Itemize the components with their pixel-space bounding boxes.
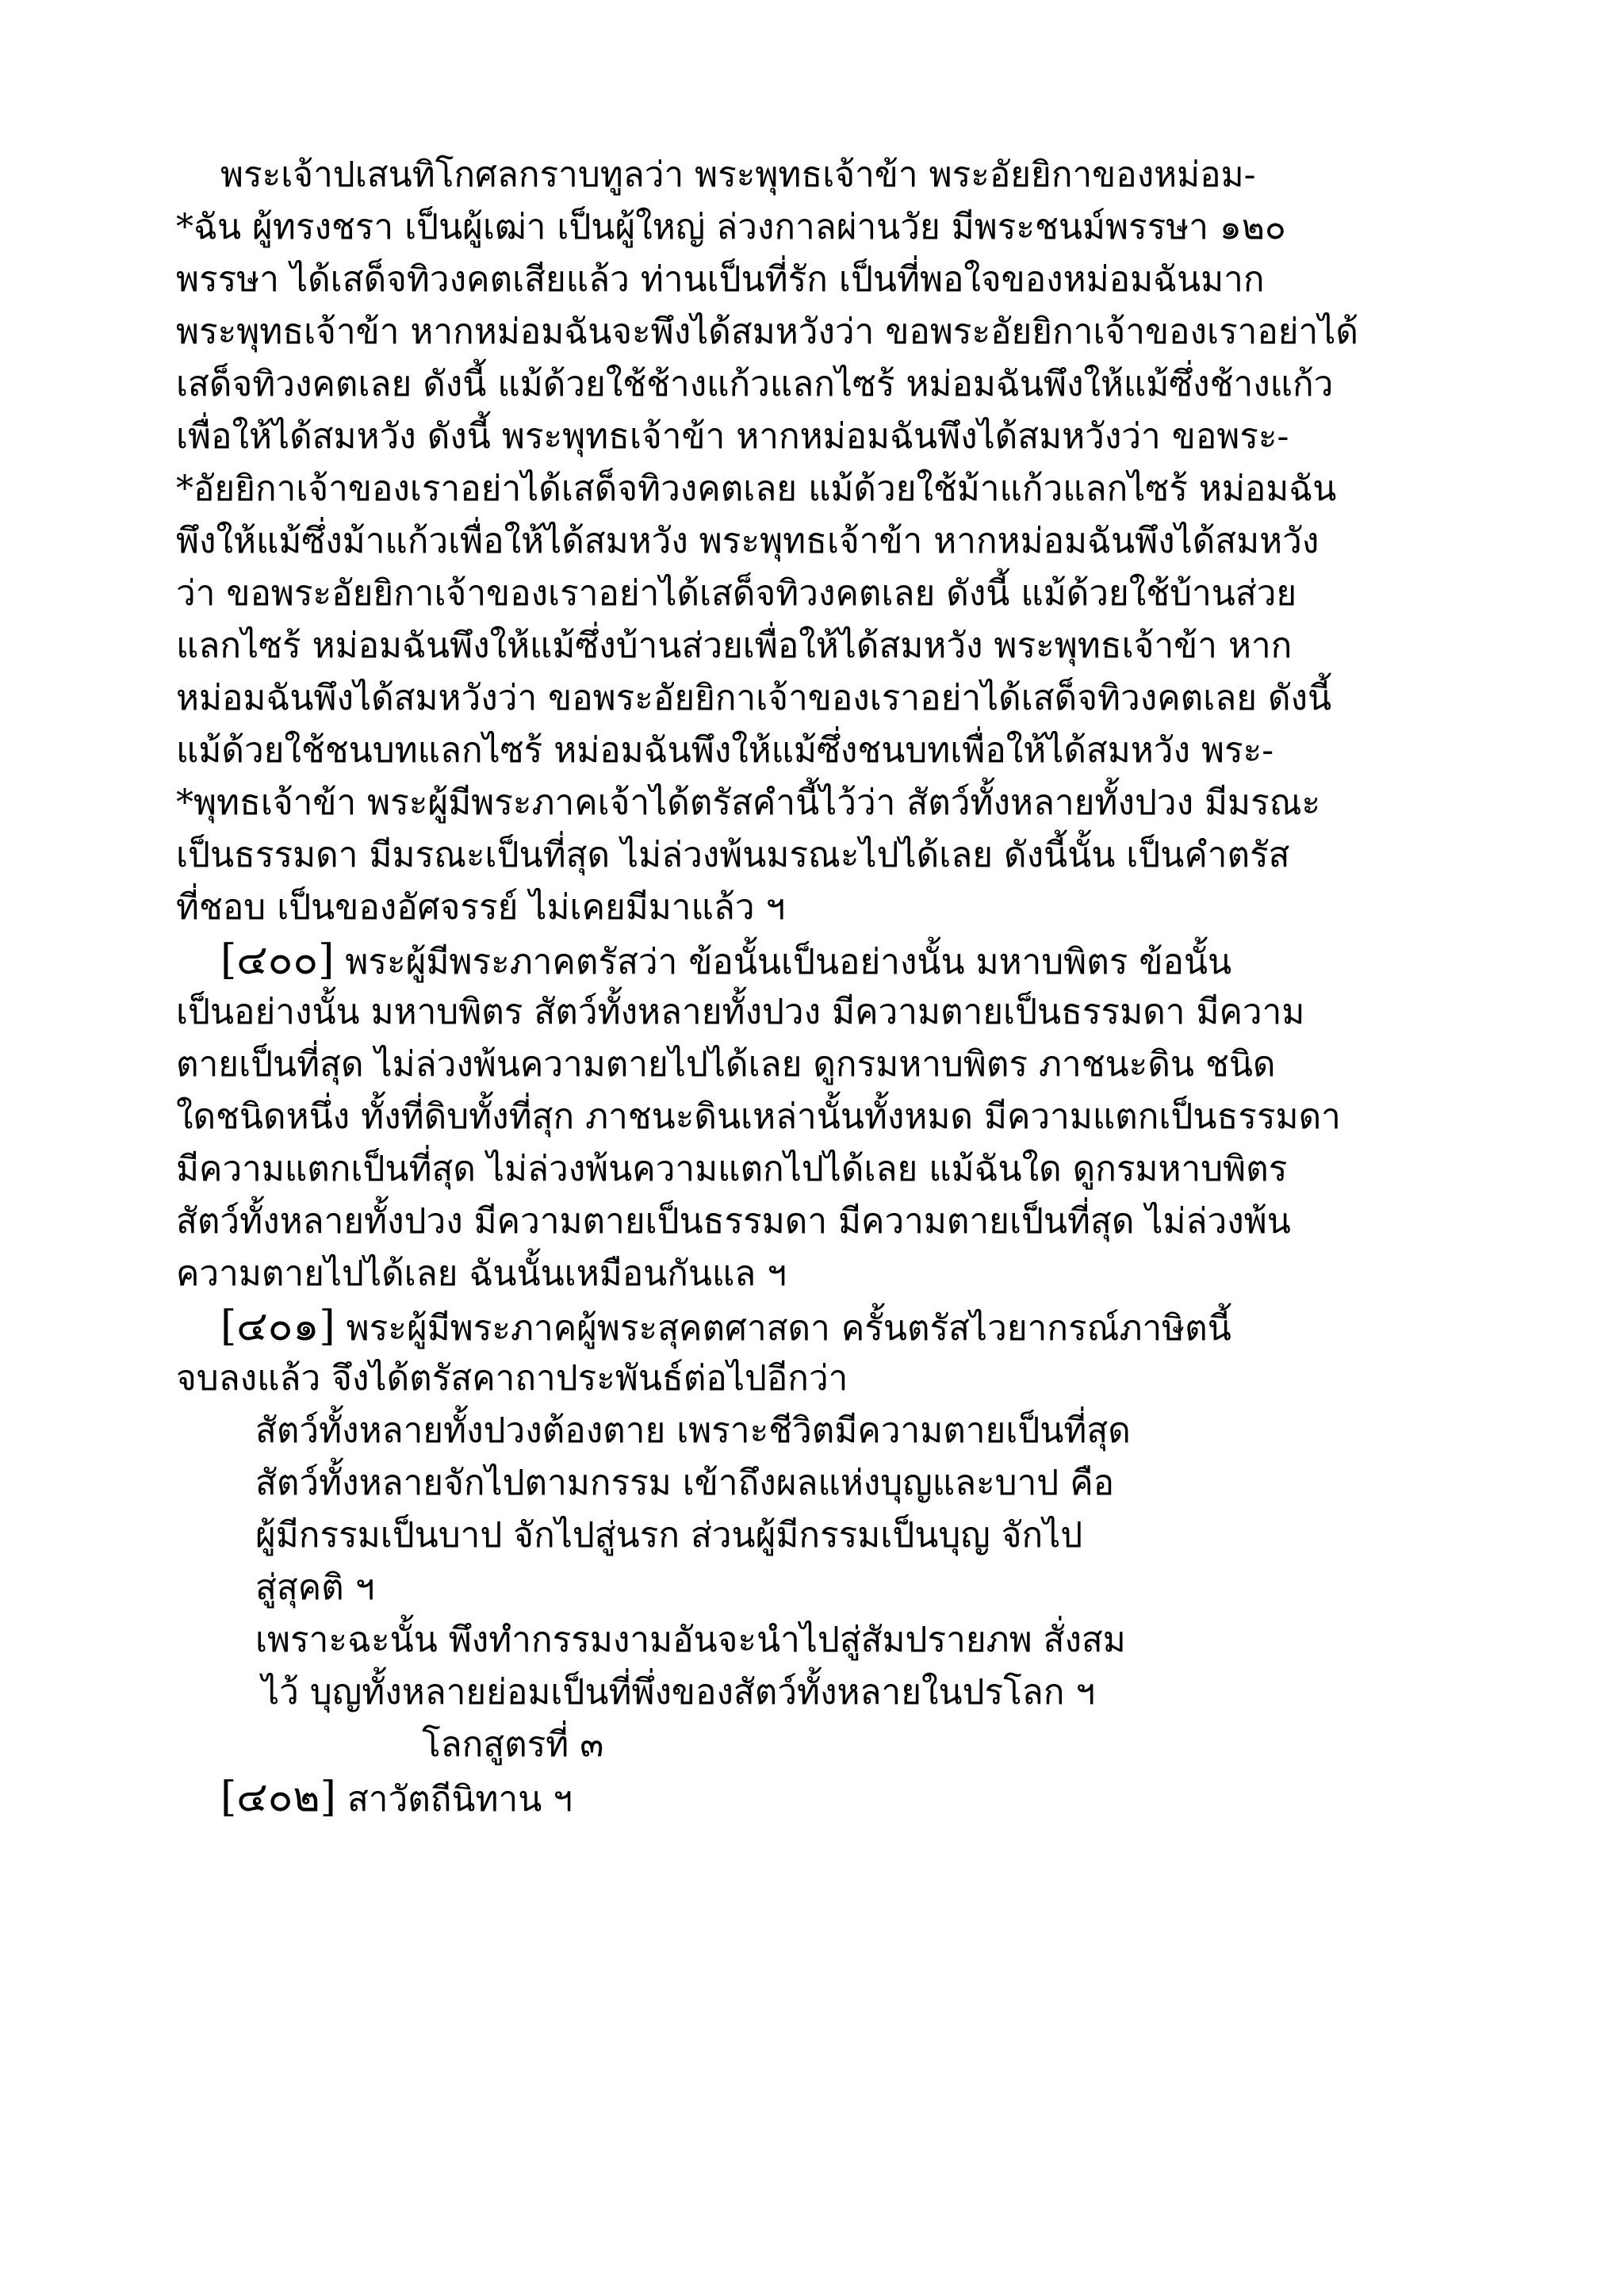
paragraph-number: [๔๐๒] [220,1774,336,1821]
text-line: พึงให้แม้ซึ่งม้าแก้วเพื่อให้ได้สมหวัง พระพุทธเจ้าข้า หากหม่อมฉันพึงได้สมหวัง [176,521,1320,561]
text-line: ตายเป็นที่สุด ไม่ล่วงพ้นความตายไปได้เลย ดูกรมหาบพิตร ภาชนะดิน ชนิด [176,1044,1276,1085]
text-line: สัตว์ทั้งหลายทั้งปวง มีความตายเป็นธรรมดา มีความตายเป็นที่สุด ไม่ล่วงพ้น [176,1201,1291,1242]
text-line: *พุทธเจ้าข้า พระผู้มีพระภาคเจ้าได้ตรัสคำนี้ไว้ว่า สัตว์ทั้งหลายทั้งปวง มีมรณะ [176,783,1321,823]
text-line [176,1771,1477,1823]
paragraph-number: [๔๐๐] [220,936,335,984]
text-line: มีความแตกเป็นที่สุด ไม่ล่วงพ้นความแตกไปได้เลย แม้ฉันใด ดูกรมหาบพิตร [176,1149,1288,1189]
text-line: เป็นธรรมดา มีมรณะเป็นที่สุด ไม่ล่วงพ้นมรณะไปได้เลย ดังนี้นั้น เป็นคำตรัส [176,835,1290,875]
text-segment: พระผู้มีพระภาคตรัสว่า ข้อนั้นเป็นอย่างนั้น มหาบพิตร ข้อนั้น [334,942,1232,982]
paragraph-number: [๔๐๑] [220,1303,335,1350]
text-line: ว่า ขอพระอัยยิกาเจ้าของเราอย่าได้เสด็จทิวงคตเลย ดังนี้ แม้ด้วยใช้บ้านส่วย [176,573,1297,614]
text-line: เป็นอย่างนั้น มหาบพิตร สัตว์ทั้งหลายทั้งปวง มีความตายเป็นธรรมดา มีความ [176,992,1305,1032]
text-line: ที่ชอบ เป็นของอัศจรรย์ ไม่เคยมีมาแล้ว ฯ [176,887,786,928]
text-segment: สาวัตถีนิทาน ฯ [335,1779,573,1820]
text-line: *ฉัน ผู้ทรงชรา เป็นผู้เฒ่า เป็นผู้ใหญ่ ล่วงกาลผ่านวัย มีพระชนม์พรรษา ๑๒๐ [176,207,1286,247]
text-segment: พระผู้มีพระภาคผู้พระสุคตศาสดา ครั้นตรัสไวยากรณ์ภาษิตนี้ [335,1308,1231,1349]
text-line: แลกไซร้ หม่อมฉันพึงให้แม้ซึ่งบ้านส่วยเพื่อให้ได้สมหวัง พระพุทธเจ้าข้า หาก [176,626,1293,666]
text-line: หม่อมฉันพึงได้สมหวังว่า ขอพระอัยยิกาเจ้าของเราอย่าได้เสด็จทิวงคตเลย ดังนี้ [176,678,1332,718]
text-line: ใดชนิดหนึ่ง ทั้งที่ดิบทั้งที่สุก ภาชนะดินเหล่านั้นทั้งหมด มีความแตกเป็นธรรมดา [176,1096,1341,1137]
verse-line: ผู้มีกรรมเป็นบาป จักไปสู่นรก ส่วนผู้มีกรรมเป็นบุญ จักไป [255,1515,1083,1556]
text-line [176,934,1477,986]
body-text [176,149,1477,1823]
text-line: *อัยยิกาเจ้าของเราอย่าได้เสด็จทิวงคตเลย แม้ด้วยใช้ม้าแก้วแลกไซร้ หม่อมฉัน [176,469,1337,509]
text-line: พระเจ้าปเสนทิโกศลกราบทูลว่า พระพุทธเจ้าข้า พระอัยยิกาของหม่อม- [220,155,1256,195]
verse-line: สัตว์ทั้งหลายจักไปตามกรรม เข้าถึงผลแห่งบุญและบาป คือ [255,1463,1115,1503]
text-line: แม้ด้วยใช้ชนบทแลกไซร้ หม่อมฉันพึงให้แม้ซึ่งชนบทเพื่อให้ได้สมหวัง พระ- [176,730,1274,771]
text-line: เสด็จทิวงคตเลย ดังนี้ แม้ด้วยใช้ช้างแก้วแลกไซร้ หม่อมฉันพึงให้แม้ซึ่งช้างแก้ว [176,364,1334,404]
text-line: พระพุทธเจ้าข้า หากหม่อมฉันจะพึงได้สมหวังว่า ขอพระอัยยิกาเจ้าของเราอย่าได้ [176,312,1358,352]
verse-line: ไว้ บุญทั้งหลายย่อมเป็นที่พึ่งของสัตว์ทั้งหลายในปรโลก ฯ [262,1672,1096,1712]
verse-line: สัตว์ทั้งหลายทั้งปวงต้องตาย เพราะชีวิตมีความตายเป็นที่สุด [255,1410,1131,1451]
text-line: พรรษา ได้เสด็จทิวงคตเสียแล้ว ท่านเป็นที่รัก เป็นที่พอใจของหม่อมฉันมาก [176,259,1265,300]
text-line: เพื่อให้ได้สมหวัง ดังนี้ พระพุทธเจ้าข้า หากหม่อมฉันพึงได้สมหวังว่า ขอพระ- [176,416,1289,457]
text-line: จบลงแล้ว จึงได้ตรัสคาถาประพันธ์ต่อไปอีกว่า [176,1358,848,1399]
text-line: ความตายไปได้เลย ฉันนั้นเหมือนกันแล ฯ [176,1253,787,1294]
verse-line: สู่สุคติ ฯ [255,1567,375,1608]
verse-line: เพราะฉะนั้น พึงทำกรรมงามอันจะนำไปสู่สัมปรายภพ สั่งสม [255,1620,1126,1660]
text-line [176,1300,1477,1353]
sutta-title: โลกสูตรที่ ๓ [422,1724,604,1765]
